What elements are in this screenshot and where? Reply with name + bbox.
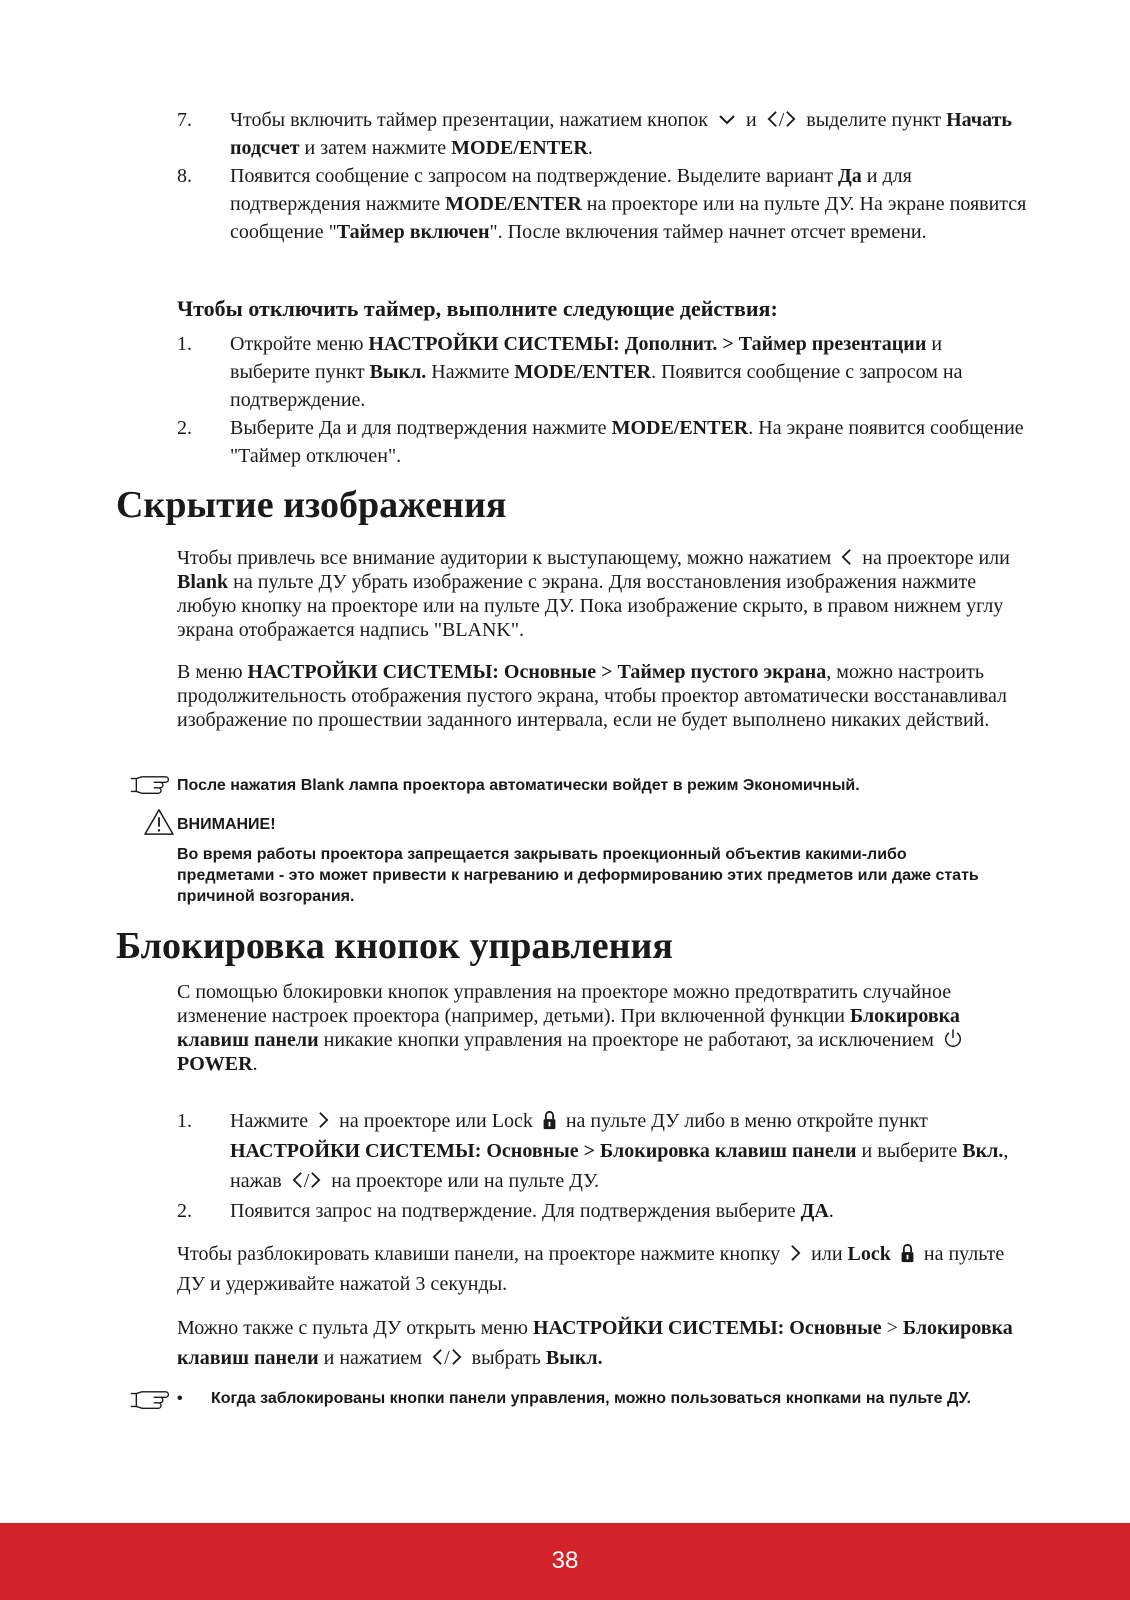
menu-item-name: Блокировка клавиш панели	[177, 1317, 1013, 1369]
step-text: на проекторе или Lock	[339, 1110, 533, 1132]
chevron-right-icon	[309, 1170, 322, 1190]
paragraph-text: , можно настроить продолжительность отображения пустого экрана, чтобы проектор автоматически восстанавливал изображение по прошествии заданного интервала, если не будет выполнено никаких действий.	[177, 661, 1007, 731]
paragraph-text: на проекторе или	[862, 547, 1010, 569]
chevron-right-icon	[317, 1110, 330, 1130]
step-text: выделите пункт	[806, 109, 942, 131]
chevron-right-icon	[784, 109, 797, 129]
timer-off-heading: Чтобы отключить таймер, выполните следующие действия:	[177, 296, 778, 321]
lock-icon	[542, 1110, 557, 1130]
step-number: 2.	[177, 1200, 192, 1222]
chevron-left-icon	[840, 547, 853, 567]
list-item: 1. Нажмите на проекторе или Lock на пульте ДУ либо в меню откройте пункт НАСТРОЙКИ СИСТЕМЫ: Основные > Блокировка клавиш панели и выберите Вкл., нажав / на проекторе или на пульте ДУ.	[177, 1106, 1027, 1196]
step-text: Выберите Да и для подтверждения нажмите	[230, 417, 607, 439]
warning-text: Во время работы проектора запрещается закрывать проекционный объектив какими-либо предметами - это может привести к нагреванию и деформированию этих предметов или даже стать причиной возгорания.	[177, 846, 979, 905]
paragraph-text: никакие кнопки управления на проекторе не работают, за исключением	[323, 1029, 934, 1051]
option-name: ДА	[800, 1200, 829, 1222]
key-lock-intro	[177, 980, 1027, 1076]
option-name: Выкл.	[369, 361, 427, 383]
paragraph-text: >	[886, 1317, 898, 1339]
note-hand-icon	[129, 1388, 173, 1412]
unlock-paragraph	[177, 1239, 1027, 1299]
paragraph-text: или	[811, 1243, 843, 1265]
paragraph-text: В меню	[177, 661, 243, 683]
key-name: MODE/ENTER	[514, 361, 652, 383]
step-text: на проекторе или на пульте ДУ. На экране появится сообщение "	[230, 193, 1027, 243]
hide-image-paragraph-1	[177, 546, 1027, 642]
paragraph-text: на пульте ДУ убрать изображение с экрана. Для восстановления изображения нажмите любую кнопку на проекторе или на пульте ДУ. Пока изображение скрыто, в правом нижнем углу экрана отображается надпись "BLANK".	[177, 571, 1004, 641]
chevron-right-icon	[450, 1347, 463, 1367]
list-item: 7. Чтобы включить таймер презентации, нажатием кнопок и / выделите пункт Начать подсчет и затем нажмите MODE/ENTER.	[177, 106, 1027, 162]
key-name: Blank	[177, 571, 229, 593]
step-text: . На экране появится сообщение "Таймер отключен".	[230, 417, 1024, 467]
step-number: 1.	[177, 333, 192, 355]
step-text: Нажмите	[431, 361, 510, 383]
section-title-hide-image: Скрытие изображения	[116, 484, 507, 526]
list-item	[177, 414, 1027, 470]
step-text: . Появится сообщение с запросом на подтверждение.	[230, 361, 963, 411]
note-text: Когда заблокированы кнопки панели управления, можно пользоваться кнопками на пульте ДУ.	[211, 1390, 971, 1407]
step-text: на проекторе или на пульте ДУ.	[331, 1170, 600, 1192]
step-text: ". После включения таймер начнет отсчет времени.	[489, 221, 927, 243]
step-number: 7.	[177, 109, 192, 131]
lock-icon	[900, 1243, 915, 1263]
step-text: Откройте меню	[230, 333, 364, 355]
list-item	[177, 330, 1027, 414]
paragraph-text: Можно также с пульта ДУ открыть меню	[177, 1317, 528, 1339]
step-number: 2.	[177, 417, 192, 439]
menu-path: НАСТРОЙКИ СИСТЕМЫ: Дополнит. > Таймер презентации	[368, 333, 927, 355]
paragraph-text: на пульте ДУ и удерживайте нажатой 3 секунды.	[177, 1243, 1005, 1295]
key-name: MODE/ENTER	[451, 137, 588, 159]
page-footer	[0, 1523, 1130, 1600]
section-title-key-lock: Блокировка кнопок управления	[116, 925, 673, 967]
note-text: После нажатия Blank лампа проектора автоматически войдет в режим Экономичный.	[177, 777, 860, 794]
paragraph-text: С помощью блокировки кнопок управления на проекторе можно предотвратить случайное изменение настроек проектора (например, детьми). При включенной функции	[177, 981, 952, 1027]
key-name: POWER	[177, 1053, 253, 1075]
step-number: 8.	[177, 165, 192, 187]
option-name: Да	[838, 165, 862, 187]
page-number: 38	[551, 1547, 579, 1574]
step-text: Появится запрос на подтверждение. Для подтверждения выберите	[230, 1200, 796, 1222]
step-text: и затем нажмите	[304, 137, 447, 159]
step-text: Чтобы включить таймер презентации, нажатием кнопок	[230, 109, 708, 131]
timer-on-steps	[177, 106, 1027, 246]
key-name: MODE/ENTER	[611, 417, 749, 439]
paragraph-text: Чтобы разблокировать клавиши панели, на проекторе нажмите кнопку	[177, 1243, 781, 1265]
chevron-down-icon	[717, 109, 737, 129]
chevron-left-icon	[766, 109, 779, 129]
hide-image-paragraph-2	[177, 660, 1027, 732]
paragraph-text: .	[252, 1053, 258, 1075]
step-text: , нажав	[230, 1140, 1009, 1192]
message-text: Таймер включен	[336, 221, 490, 243]
remote-paragraph: Можно также с пульта ДУ открыть меню НАСТРОЙКИ СИСТЕМЫ: Основные > Блокировка клавиш панели и нажатием / выбрать Выкл.	[177, 1317, 1013, 1369]
warning-title: ВНИМАНИЕ!	[177, 816, 276, 833]
note-bullet: •	[177, 1390, 183, 1407]
chevron-right-icon	[789, 1243, 802, 1263]
step-text: .	[587, 137, 593, 159]
menu-item-name: Начать подсчет	[230, 109, 1013, 159]
step-text: и	[745, 109, 757, 131]
step-text: .	[828, 1200, 834, 1222]
paragraph-text: и нажатием	[323, 1347, 423, 1369]
timer-off-steps	[177, 330, 1027, 470]
key-lock-steps	[177, 1106, 1027, 1226]
note-hand-icon	[129, 773, 173, 797]
menu-path: НАСТРОЙКИ СИСТЕМЫ: Основные > Блокировка клавиш панели	[230, 1140, 857, 1162]
option-name: Выкл.	[545, 1347, 603, 1369]
paragraph-text: выбрать	[471, 1347, 541, 1369]
list-item	[177, 1196, 1027, 1226]
step-text: и выберите	[861, 1140, 958, 1162]
step-text: на пульте ДУ либо в меню откройте пункт	[565, 1110, 928, 1132]
key-name: Lock	[847, 1243, 891, 1265]
chevron-left-icon	[291, 1170, 304, 1190]
step-number: 1.	[177, 1110, 192, 1132]
step-text: Появится сообщение с запросом на подтверждение. Выделите вариант	[230, 165, 834, 187]
step-text: и выберите пункт	[230, 333, 943, 383]
step-text: и для подтверждения нажмите	[230, 165, 912, 215]
power-icon	[943, 1028, 963, 1048]
list-item	[177, 162, 1027, 246]
menu-path: НАСТРОЙКИ СИСТЕМЫ: Основные	[532, 1317, 882, 1339]
warning-triangle-icon	[143, 808, 175, 836]
chevron-left-icon	[431, 1347, 444, 1367]
menu-item-name: Блокировка клавиш панели	[177, 1005, 960, 1051]
paragraph-text: Чтобы привлечь все внимание аудитории к выступающему, можно нажатием	[177, 547, 832, 569]
menu-path: НАСТРОЙКИ СИСТЕМЫ: Основные > Таймер пустого экрана	[247, 661, 827, 683]
option-name: Вкл.	[962, 1140, 1004, 1162]
key-name: MODE/ENTER	[445, 193, 582, 215]
step-text: Нажмите	[230, 1110, 309, 1132]
